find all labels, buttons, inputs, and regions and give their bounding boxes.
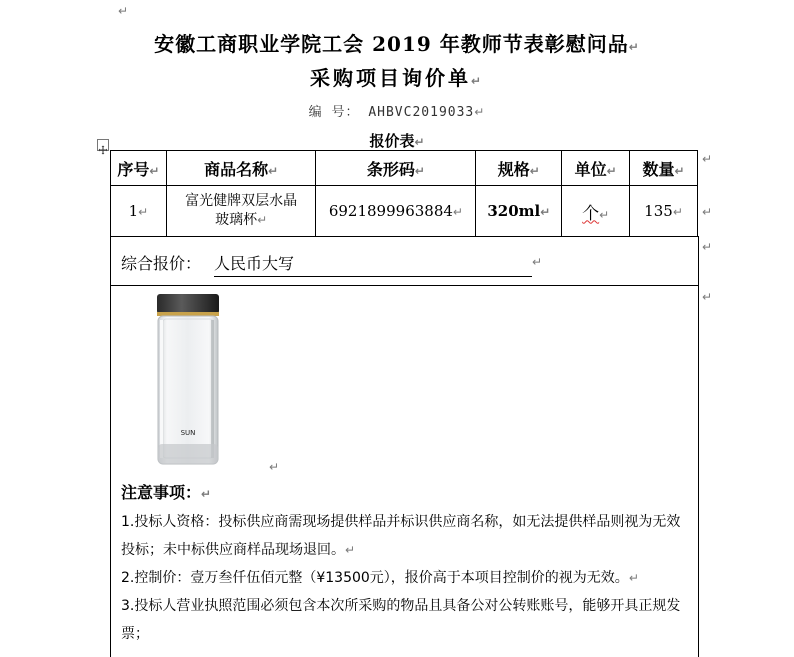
- title-line1-text: 安徽工商职业学院工会 2019 年教师节表彰慰问品: [154, 32, 629, 56]
- header-cell: 序号↵: [111, 151, 167, 186]
- note-item: 2.控制价：壹万叁仟伍佰元整（¥13500元），报价高于本项目控制价的视为无效。↵: [121, 570, 639, 586]
- header-cell: 规格↵: [476, 151, 562, 186]
- row-end-mark: ↵: [702, 205, 713, 219]
- header-cell: 数量↵: [630, 151, 698, 186]
- serial-value: AHBVC2019033: [368, 105, 475, 120]
- lower-section: [110, 236, 699, 657]
- row-end-mark: ↵: [702, 240, 713, 254]
- header-cell: 条形码↵: [316, 151, 476, 186]
- brand-label: SUN: [180, 429, 196, 437]
- paragraph-mark: ↵: [628, 40, 640, 54]
- cell-barcode: 6921899963884↵: [316, 186, 476, 237]
- table-caption: [0, 130, 794, 151]
- notes-title: 注意事项：↵: [121, 483, 212, 502]
- cell-name: 富光健牌双层水晶玻璃杯↵: [166, 186, 316, 237]
- header-cell: 商品名称↵: [166, 151, 316, 186]
- row-end-mark: ↵: [702, 290, 713, 304]
- paragraph-mark: ↵: [269, 460, 280, 474]
- table-header-row: [111, 151, 698, 186]
- note-item: 3.投标人营业执照范围必须包含本次所采购的物品且具备公对公转账账号，能够开具正规发票；: [121, 598, 681, 642]
- glass-cup-image[interactable]: [149, 292, 227, 467]
- paragraph-mark: ↵: [532, 255, 543, 269]
- caption-text: 报价表: [369, 132, 415, 150]
- glass-cup-icon: [149, 292, 227, 467]
- paragraph-mark: ↵: [118, 4, 129, 18]
- note-item: 1.投标人资格：投标供应商需现场提供样品并标识供应商名称，如无法提供样品则视为无效投标；未中标供应商样品现场退回。↵: [121, 514, 681, 558]
- cell-qty: 135↵: [630, 186, 698, 237]
- serial-label: 编 号：: [308, 105, 360, 120]
- cell-spec: 320ml↵: [476, 186, 562, 237]
- quote-table: [110, 150, 698, 237]
- row-end-mark: ↵: [702, 152, 713, 166]
- header-cell: 单位↵: [562, 151, 630, 186]
- total-quote-field[interactable]: 人民币大写: [214, 251, 532, 277]
- total-quote-label: 综合报价：: [121, 254, 202, 273]
- serial-number: [0, 101, 794, 120]
- paragraph-mark: ↵: [470, 74, 485, 88]
- document-title-line1: [0, 28, 794, 57]
- cell-no: 1↵: [111, 186, 167, 237]
- document-title-line2: [0, 62, 794, 91]
- title-line2-text: 采购项目询价单: [309, 66, 471, 90]
- table-row: [111, 186, 698, 237]
- section-divider: [111, 285, 698, 286]
- cell-unit: 个↵: [562, 186, 630, 237]
- paragraph-mark: ↵: [414, 135, 425, 149]
- paragraph-mark: ↵: [474, 105, 486, 119]
